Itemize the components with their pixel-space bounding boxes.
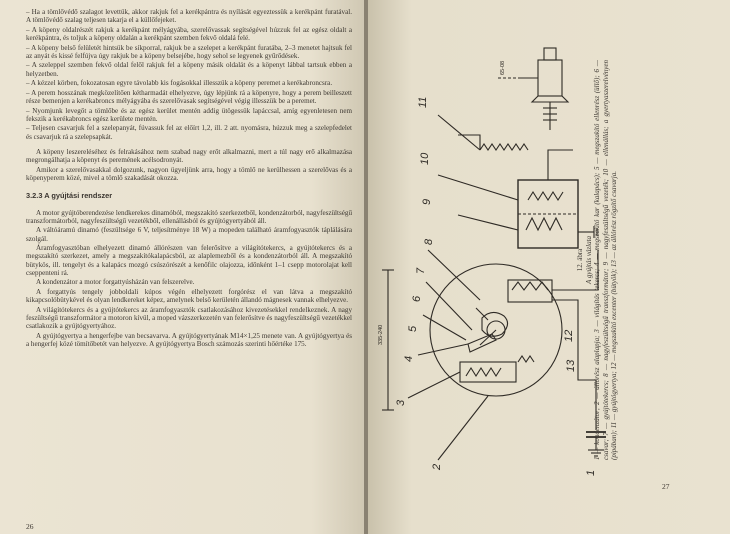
paragraph: A motor gyújtóberendezése lendkerekes dinamóból, megszakító szerkezetből, kondenzátorból, nagyfeszültségű transzformátorból, nagyfeszültségű vezetékből, ellenállásból és gyújtógyertyából áll. (26, 208, 352, 225)
dimension-label-2: 65-08 (500, 60, 506, 75)
paragraph: – A köpeny belső felületét hintsük be síkporral, rakjuk be a szelepet a kerékpánt furatába, 2–3 menetet hajtsuk fel az anyát és kissé felfújva úgy rakjuk be a köpeny belsejébe, hogy sehol se legyenek gyűrődések. (26, 43, 352, 60)
paragraph: – Nyomjunk levegőt a tömlőbe és az egész kerület mentén addig ütögessük lapáccsal, amíg egyenletesen nem fekszik a kerékabroncs egész kerülete mentén. (26, 106, 352, 123)
resistor (480, 144, 528, 150)
ignition-coil-winding (512, 282, 548, 290)
page-number-right: 27 (662, 482, 670, 491)
left-text-column (26, 8, 352, 350)
transformer-primary (526, 218, 562, 230)
paragraph: – A perem hosszának megközelítően kétharmadát elhelyezve, úgy lépjünk rá a köpenyre, hogy a perem beilleszett része bemenjen a kerékabroncs mélyágyába és szerelővasak segítségével végig illesszük be a peremet. (26, 88, 352, 105)
callout-4: 4 (403, 355, 415, 362)
lighting-coil-winding (466, 368, 501, 376)
spark-plug-terminal (544, 48, 556, 60)
paragraph: – Ha a tömlővédő szalagot levettük, akkor rakjuk fel a kerékpántra és nyílását egyeztessük a kerékpánt furatával. A tömlővédő szalag teljesen takarja el a küllőfejeket. (26, 8, 352, 25)
paragraph: A köpeny leszereléséhez és felrakásához nem szabad nagy erőt alkalmazni, mert a túl nagy erő alkalmazása megrongálhatja a köpenyt és peremének acélsodronyát. (26, 148, 352, 165)
callout-13: 13 (565, 359, 577, 372)
callout-1: 1 (585, 469, 597, 476)
cam-excenter (482, 312, 508, 336)
callout-11: 11 (417, 96, 429, 108)
paragraph: A gyújtógyertya a hengerfejbe van becsavarva. A gyújtógyertyának M14×1,25 menete van. A gyújtógyertya és a hengerfej közé tömítőbetét van helyezve. A gyújtógyertya Bosch számozás szerinti hőértéke 175. (26, 331, 352, 348)
callout-6: 6 (411, 295, 423, 302)
figure-subtitle: A gyújtás vázlata (584, 235, 593, 285)
callout-3: 3 (395, 399, 407, 406)
figure-caption-block (576, 60, 696, 460)
ignition-coil (508, 280, 552, 302)
section-title: 3.2.3 A gyújtási rendszer (26, 191, 113, 201)
paragraph: A váltóáramú dinamó (feszültsége 6 V, teljesítménye 18 W) a mopeden található áramfogyasztók táplálására szolgál. (26, 226, 352, 243)
paragraph: A kondenzátor a motor forgattyúsházán van felszerelve. (36, 278, 195, 287)
callout-5: 5 (407, 325, 419, 332)
figure-title: 12. ábra (576, 248, 584, 272)
paragraph: – A köpeny oldalrészét rakjuk a kerékpánt mélyágyába, szerelővassak segítségével húzzuk fel az egész oldalt a kerékpántra, és toljuk a köpeny oldalán a kerékpánt szemben fekvő oldalá felé. (26, 25, 352, 42)
callout-10: 10 (419, 152, 431, 165)
spark-plug-body (538, 60, 562, 96)
spark-plug-hex (532, 96, 568, 102)
paragraph: – Teljesen csavarjuk fel a szelepanyát, fúvassuk fel az előírt 1,2, ill. 2 att. nyomásra, húzzuk meg a szelepfedelet és csavarjuk rá a szelepsapkát. (26, 124, 352, 141)
callout-8: 8 (423, 238, 435, 245)
right-page (368, 0, 730, 534)
paragraph: – A kézzel körben, fokozatosan egyre távolabb kis fogásokkal illesszük a köpeny peremet a kerékabroncsra. (26, 79, 333, 88)
page-number-left: 26 (26, 522, 34, 531)
paragraph: Áramfogyasztóban elhelyezett dinamó állórészen van felerősítve a világítótekercs, a gyújtótekercs és a megszakító szerkezet, amely a megszakítókalapácsból, az alaplemezből és a kondenzátorból áll. A megszakító bütykös, ill. tengelyt és a kalapács mozgó csúszórészét a kenőfilc olajozza, időnként 1–1 csepp motorolajat kell cseppenteni rá. (26, 244, 352, 277)
callout-2: 2 (431, 463, 443, 470)
callout-9: 9 (421, 198, 433, 205)
coil-winding-small (518, 356, 534, 362)
paragraph: Amikor a szerelővasakkal dolgozunk, nagyon ügyeljünk arra, hogy a tömlő ne kerülhessen a szerelővas és a köpenyperem közé, mivel a tömlő szakadását okozza. (26, 165, 352, 183)
dimension-label-1: 335-240 (378, 324, 384, 345)
hv-lead (548, 150, 573, 180)
paragraph: – A szeleppel szemben fekvő oldal felől rakjuk fel a köpeny másik oldalát és a köpenyt lábbal tartsuk ebben a helyzetben. (26, 61, 352, 78)
figure-caption: 1 — kondenzátor; 2 — állórész alaplapja; 3 — világítás tekercs; 4 — megszakító kar (kalapács); 5 — megszakító ellenrész (üllő); 6 — csavar; 7 — gyújtótekercs; 8 — nagyfeszültségű transzformátor; 9 — nagyfeszültségű vezeték; 10 — ellenállás; a gyertyaszerelvényen (pipában); 11 — gyújtógyertya; 12 — megszakító excenter (bütyök); 13 — az állórész rögzítő csavarja. (593, 60, 619, 460)
callout-12: 12 (563, 329, 575, 342)
paragraph: A világítótekercs és a gyújtótekercs az áramfogyasztók csatlakozásához kivezetésekkel rendelkeznek. A nagy feszültségű transzformátor a motoron kívül, a moped vázszerkezetén van felerősítve és nagyfeszültségű vezetékkel csatlakozik a gyújtógyertyához. (26, 305, 352, 331)
transformer-secondary (528, 192, 563, 200)
paragraph: A forgattyús tengely jobboldali kúpos végén elhelyezett forgórész el van látva a megszakító kikapcsolóbütykével és olyan lendkereket képez, amelynek belső kerületén állandó mágnesek vannak elhelyezve. (26, 287, 352, 305)
callout-7: 7 (415, 267, 427, 274)
